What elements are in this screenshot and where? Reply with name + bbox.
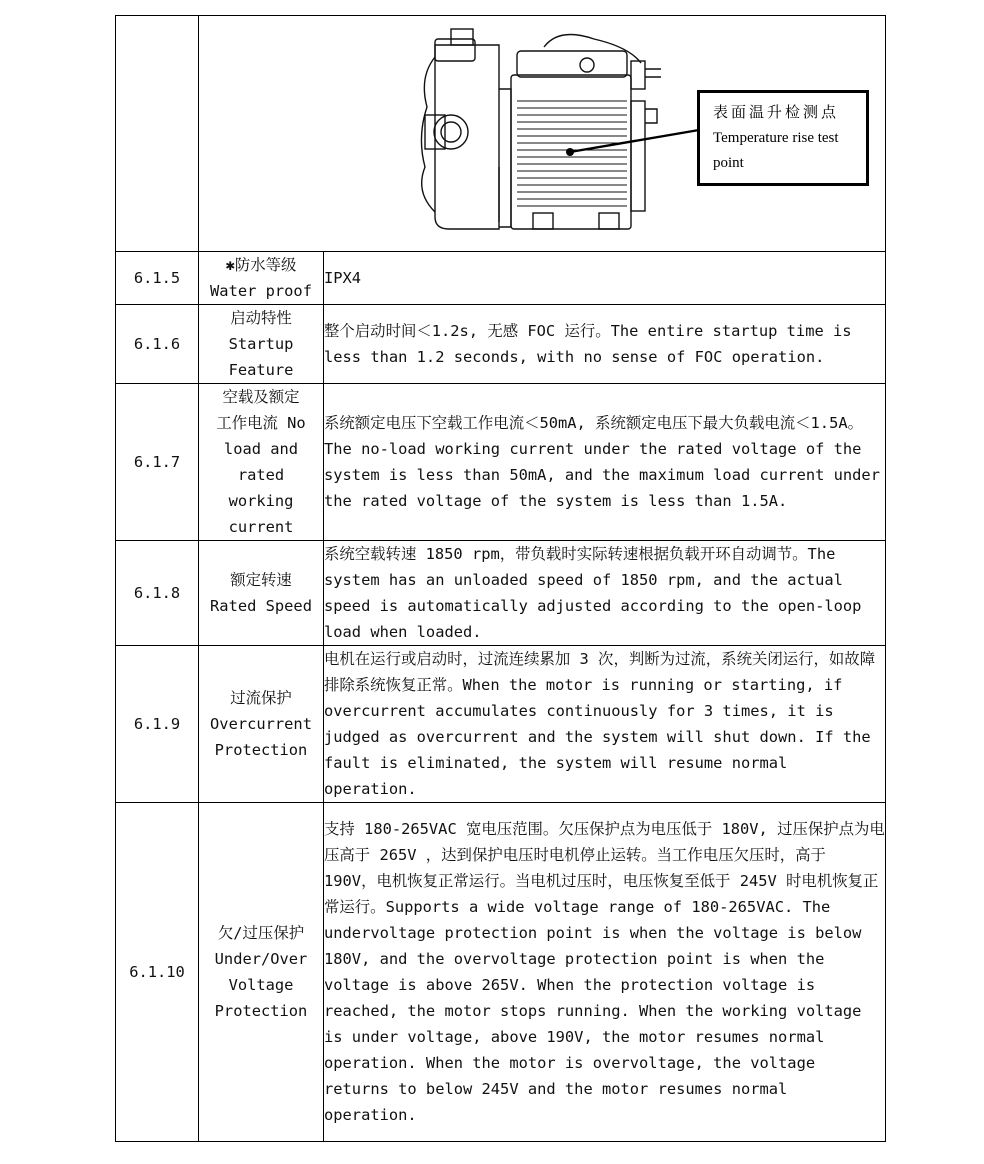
figure-row [116,16,886,252]
row-item-label [199,541,324,646]
test-point-marker [566,148,574,156]
temperature-test-point-callout [697,90,869,186]
item-label-line: Under/Over [214,950,308,968]
item-label-line: Water proof [210,282,312,300]
figure-cell [199,16,886,252]
item-label-line: current [228,518,294,536]
row-number: 6.1.10 [116,803,199,1142]
item-label-line: 启动特性 [230,309,292,327]
figure-number-cell [116,16,199,252]
spec-row-6-1-5 [116,252,886,305]
spec-table [115,15,886,1142]
row-item-label [199,646,324,803]
item-label-line: load and [223,440,299,458]
spec-row-6-1-8 [116,541,886,646]
spec-row-6-1-7 [116,384,886,541]
item-label-line: Voltage [228,976,294,994]
spec-row-6-1-10 [116,803,886,1142]
item-label-line: Protection [214,741,308,759]
row-item-label [199,384,324,541]
row-number: 6.1.6 [116,305,199,384]
item-label-line: Feature [228,361,294,379]
spec-row-6-1-6 [116,305,886,384]
row-description: 系统空载转速 1850 rpm，带负载时实际转速根据负载开环自动调节。The system has an unloaded speed of 1850 rpm, and the actual speed is automatically adjusted according to the open-loop load when loaded. [324,541,886,646]
row-number: 6.1.9 [116,646,199,803]
row-item-label [199,803,324,1142]
row-description: IPX4 [324,252,886,305]
callout-english-label: Temperature rise test point [713,129,839,171]
item-label-line: 额定转速 [230,571,292,589]
row-item-label [199,252,324,305]
item-label-line: working [228,492,294,510]
callout-leader-line [570,130,699,152]
item-label-line: Startup [228,335,294,353]
item-label-line: Protection [214,1002,308,1020]
row-description: 支持 180-265VAC 宽电压范围。欠压保护点为电压低于 180V, 过压保护点为电压高于 265V ，达到保护电压时电机停止运转。当工作电压欠压时，高于 190V，电机恢复正常运行。当电机过压时，电压恢复至低于 245V 时电机恢复正常运行。Supports a wide voltage range of 180-265VAC. The undervoltage protection point is when the voltage is below 180V, and the overvoltage protection point is when the voltage is above 265V. When the protection voltage is reached, the motor stops running. When the working voltage is under voltage, above 190V, the motor resumes normal operation. When the motor is overvoltage, the voltage returns to below 245V and the motor resumes normal operation. [324,803,886,1142]
item-label-line: 空载及额定 [222,388,300,406]
row-description: 电机在运行或启动时，过流连续累加 3 次，判断为过流，系统关闭运行，如故障排除系统恢复正常。When the motor is running or starting, if overcurrent accumulates continuously for 3 times, it is judged as overcurrent and the system will shut down. If the fault is eliminated, the system will resume normal operation. [324,646,886,803]
row-number: 6.1.7 [116,384,199,541]
spec-row-6-1-9 [116,646,886,803]
row-item-label [199,305,324,384]
item-label-line: Rated Speed [210,597,312,615]
item-label-line: rated [237,466,285,484]
item-label-line: 欠/过压保护 [217,924,305,942]
row-description: 系统额定电压下空载工作电流＜50mA, 系统额定电压下最大负载电流＜1.5A。The no-load working current under the rated voltage of the system is less than 50mA, and the maximum load current under the rated voltage of the system is less than 1.5A. [324,384,886,541]
item-label-line: Overcurrent [210,715,312,733]
item-label-line: 工作电流 No [216,414,306,432]
row-description: 整个启动时间＜1.2s, 无感 FOC 运行。The entire startup time is less than 1.2 seconds, with no sense of FOC operation. [324,305,886,384]
item-label-line: 过流保护 [230,689,292,707]
row-number: 6.1.5 [116,252,199,305]
row-number: 6.1.8 [116,541,199,646]
callout-chinese-label: 表面温升检测点 [713,104,840,121]
item-label-line: ✱防水等级 [225,256,297,274]
